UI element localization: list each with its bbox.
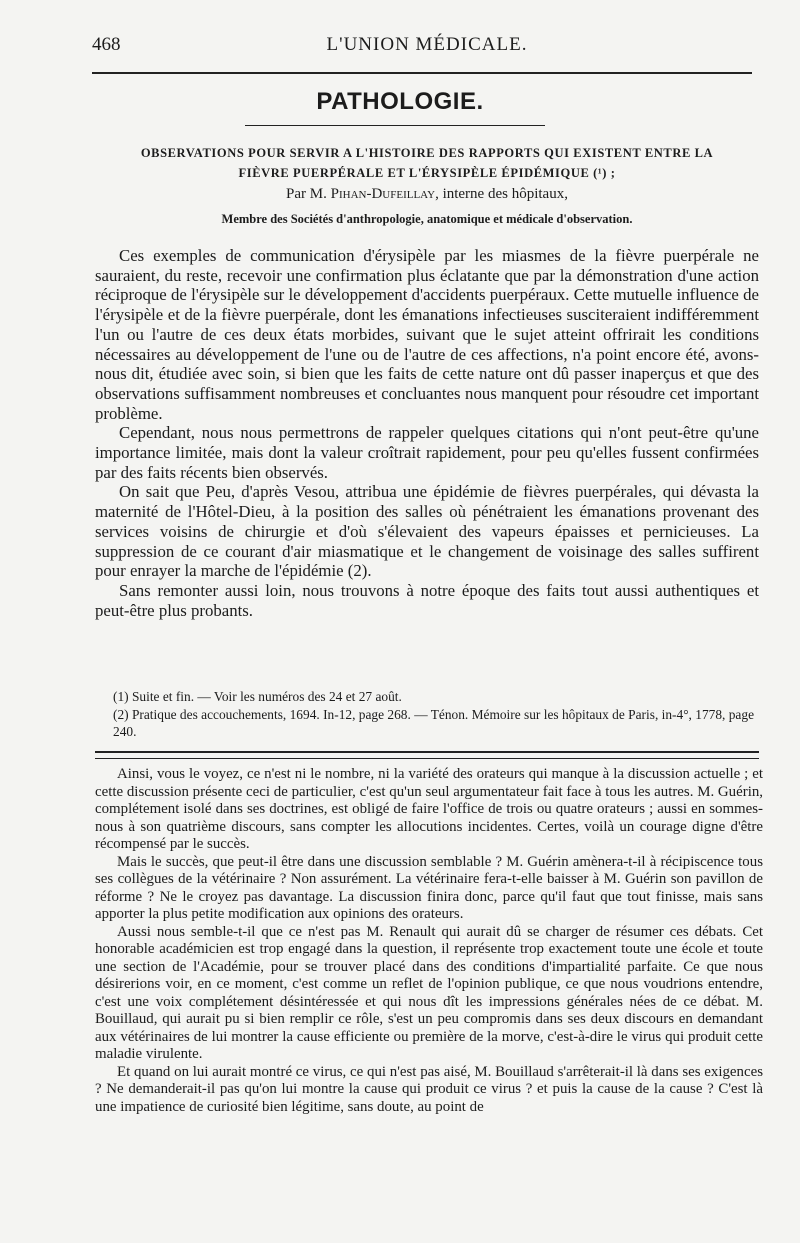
feuilleton-body xyxy=(95,766,763,1116)
article-body xyxy=(95,246,759,620)
article-paragraph: On sait que Peu, d'après Vesou, attribua une épidémie de fièvres puerpérales, qui dévasta la maternité de l'Hôtel-Dieu, à la position des salles où pénétraient les émanations provenant des services voisins de chirurgie et d'où s'élevaient des vapeurs épaisses et pernicieuses. La suppression de ce courant d'air miasmatique et le changement de voisinage des salles suffirent pour enrayer la marche de l'épidémie (2). xyxy=(95,482,759,581)
feuilleton-paragraph: Mais le succès, que peut-il être dans une discussion semblable ? M. Guérin amènera-t-il à récipiscence tous ses collègues de la vétérinaire ? Non assurément. La vétérinaire fera-t-elle baisser à M. Guérin son pavillon de réforme ? Ne le croyez pas davantage. La discussion finira donc, parce qu'il faut que tout finisse, mais sans apporter la plus petite modification aux opinions des orateurs. xyxy=(95,853,763,922)
page-number: 468 xyxy=(92,34,121,55)
feuilleton-paragraph: Et quand on lui aurait montré ce virus, ce qui n'est pas aisé, M. Bouillaud s'arrêterait-il là dans ses exigences ? Ne demanderait-il pas qu'on lui montre la cause qui produit ce virus ? et puis la cause de la cause ? C'est là une impatience de curiosité bien légitime, sans doute, au point de xyxy=(95,1063,763,1115)
feuilleton-paragraph: Aussi nous semble-t-il que ce n'est pas M. Renault qui aurait dû se charger de résumer ces débats. Cet honorable académicien est trop engagé dans la question, il représente trop exactement toute une école et toute une section de l'Académie, pour se trouver placé dans des conditions d'impartialité parfaite. Ce que nous désirerions voir, en ce moment, c'est comme un reflet de l'opinion publique, ce que nous voudrions entendre, c'est une voix complétement désintéressée et qui nous dît les impressions générales nées de ce débat. M. Bouillaud, qui aurait pu si bien remplir ce rôle, s'est un peu compromis dans ses deux discours en demandant aux vétérinaires de lui montrer la cause efficiente ou première de la morve, c'est-à-dire le virus qui produit cette maladie virulente. xyxy=(95,923,763,1062)
footnotes xyxy=(113,688,763,741)
feuilleton-separator xyxy=(95,751,759,759)
running-title: L'UNION MÉDICALE. xyxy=(326,34,528,55)
author-affiliation: Membre des Sociétés d'anthropologie, anatomique et médicale d'observation. xyxy=(221,212,633,226)
article-paragraph: Sans remonter aussi loin, nous trouvons à notre époque des faits tout aussi authentiques et peut-être plus probants. xyxy=(95,580,759,620)
byline-prefix: Par M. xyxy=(286,186,331,202)
title-rule xyxy=(245,125,545,126)
article-subtitle xyxy=(92,143,762,183)
page-header xyxy=(92,34,762,60)
article-paragraph: Cependant, nous nous permettrons de rappeler quelques citations qui n'ont peut-être qu'une importance limitée, mais dont la valeur croîtrait rapidement, pour peu qu'elles fussent confirmées par des faits récents bien observés. xyxy=(95,423,759,482)
byline xyxy=(92,186,762,203)
article-paragraph: Ces exemples de communication d'érysipèle par les miasmes de la fièvre puerpérale ne sauraient, du reste, recevoir une confirmation plus éclatante que par la démonstration d'une action réciproque de l'érysipèle sur le développement d'accidents puerpéraux. Cette mutuelle influence de l'érysipèle et de la fièvre puerpérale, dont les émanations infectieuses susciteraient indifféremment l'un ou l'autre de ces deux états morbides, suivant que le sujet atteint offrirait les conditions nécessaires au développement de l'une ou de l'autre de ces affections, n'a point encore été, avons-nous dit, étudiée avec soin, si bien que les faits de cette nature ont dû passer inaperçus et que des observations suffisamment nombreuses et concluantes nous manquent pour résoudre cet important problème. xyxy=(95,246,759,423)
header-rule xyxy=(92,72,752,74)
footnote-1: (1) Suite et fin. — Voir les numéros des 24 et 27 août. xyxy=(113,689,402,704)
subtitle-line-1: OBSERVATIONS POUR SERVIR A L'HISTOIRE DES RAPPORTS QUI EXISTENT ENTRE LA xyxy=(140,146,714,160)
subtitle-line-2: FIÈVRE PUERPÉRALE ET L'ÉRYSIPÈLE ÉPIDÉMIQUE (¹) ; xyxy=(238,166,616,180)
author-name: Pihan-Dufeillay xyxy=(330,186,436,202)
section-title: PATHOLOGIE. xyxy=(316,88,484,115)
feuilleton-paragraph: Ainsi, vous le voyez, ce n'est ni le nombre, ni la variété des orateurs qui manque à la discussion actuelle ; et cette discussion présente ceci de particulier, c'est qu'un seul argumentateur fait face à tous les autres. M. Guérin, complétement isolé dans ses doctrines, est obligé de faire l'office de trois ou quatre orateurs ; aussi en sommes-nous à son quatrième discours, sans compter les allocutions incidentes. Certes, voilà un courage digne d'être récompensé par le succès. xyxy=(95,766,763,852)
footnote-2: (2) Pratique des accouchements, 1694. In-12, page 268. — Ténon. Mémoire sur les hôpitaux de Paris, in-4°, 1778, page 240. xyxy=(113,706,755,739)
byline-suffix: , interne des hôpitaux, xyxy=(435,186,568,202)
